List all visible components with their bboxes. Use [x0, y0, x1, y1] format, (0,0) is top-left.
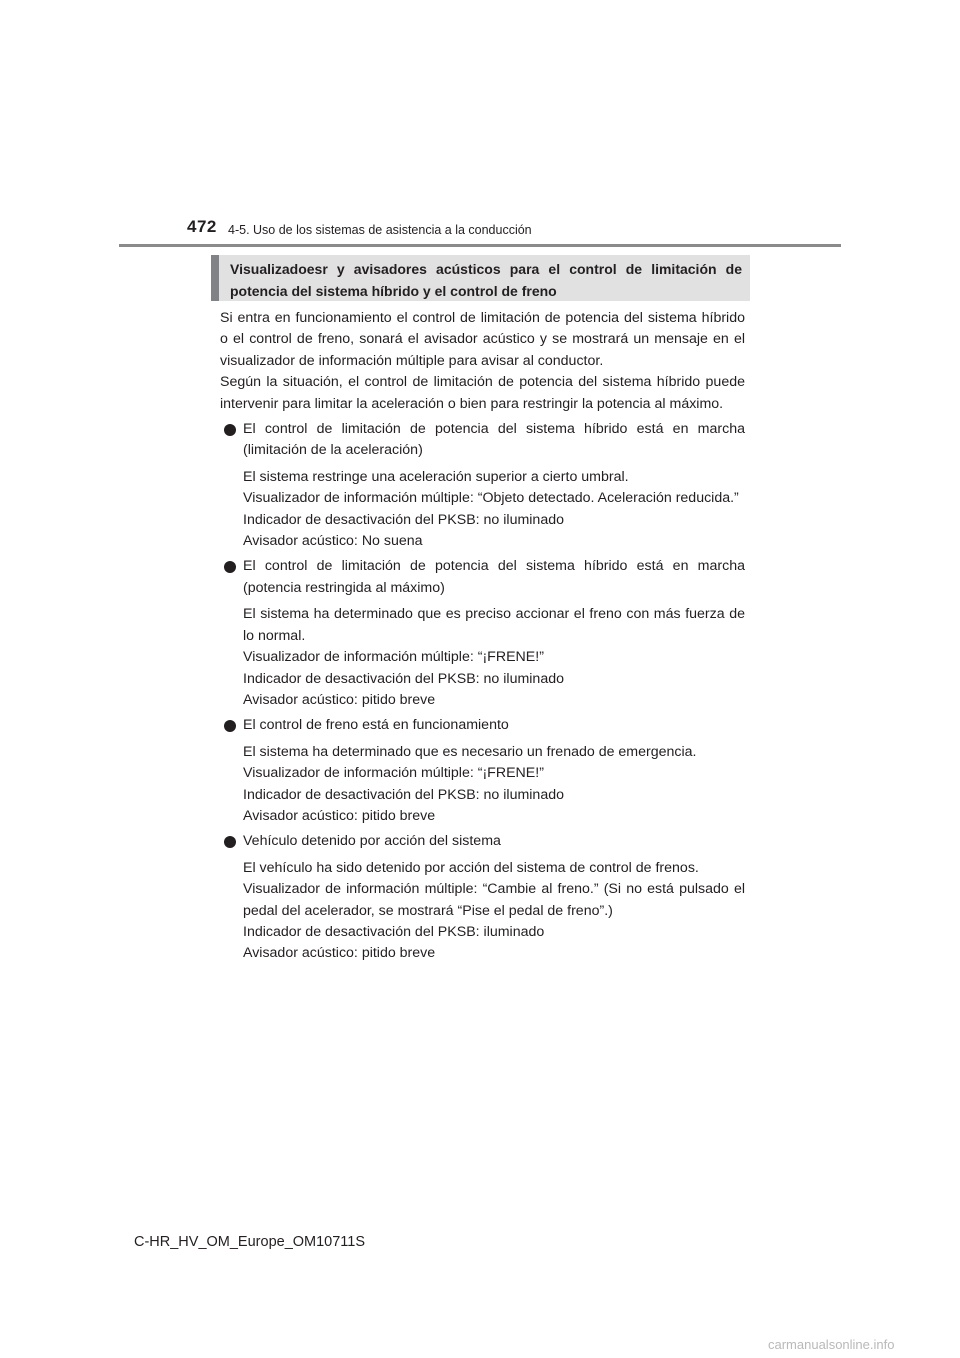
- detail-line: Visualizador de información múltiple: “¡FRENE!”: [243, 649, 544, 666]
- detail-line: Indicador de desactivación del PKSB: no iluminado: [243, 786, 564, 803]
- detail-line: Avisador acústico: No suena: [243, 533, 423, 550]
- watermark: carmanualsonline.info: [768, 1337, 895, 1352]
- detail-line: Indicador de desactivación del PKSB: no iluminado: [243, 670, 564, 687]
- bullet-item: [220, 556, 745, 599]
- detail-line: Indicador de desactivación del PKSB: iluminado: [243, 923, 545, 940]
- section-header: 4-5. Uso de los sistemas de asistencia a la conducción: [228, 223, 532, 237]
- page-number: 472: [187, 217, 217, 236]
- bullet-icon: [224, 561, 236, 573]
- intro-paragraph: Según la situación, el control de limitación de potencia del sistema híbrido puede intervenir para limitar la aceleración o bien para restringir la potencia al máximo.: [220, 374, 745, 412]
- detail-line: El sistema ha determinado que es preciso accionar el freno con más fuerza de lo normal.: [243, 606, 745, 644]
- detail-line: El vehículo ha sido detenido por acción del sistema de control de frenos.: [243, 859, 699, 876]
- detail-line: Visualizador de información múltiple: “Cambie al freno.” (Si no está pulsado el pedal del acelerador, se mostrará “Pise el pedal de freno”.): [243, 881, 745, 919]
- bullet-details: [220, 858, 745, 965]
- detail-line: El sistema ha determinado que es necesario un frenado de emergencia.: [243, 743, 697, 760]
- bullet-icon: [224, 836, 236, 848]
- detail-line: Indicador de desactivación del PKSB: no iluminado: [243, 511, 564, 528]
- bullet-icon: [224, 424, 236, 436]
- bullet-details: [220, 742, 745, 828]
- content: [220, 308, 745, 965]
- document-id: C-HR_HV_OM_Europe_OM10711S: [134, 1234, 366, 1250]
- section-heading: Visualizadoesr y avisadores acústicos para el control de limitación de potencia del sistema híbrido y el control de freno: [211, 255, 750, 301]
- intro-paragraph: Si entra en funcionamiento el control de limitación de potencia del sistema híbrido o el control de freno, sonará el avisador acústico y se mostrará un mensaje en el visualizador de información múltiple para avisar al conductor.: [220, 310, 745, 369]
- detail-line: Visualizador de información múltiple: “Objeto detectado. Aceleración reducida.”: [243, 490, 739, 507]
- bullet-item: [220, 831, 745, 852]
- bullet-details: [220, 467, 745, 553]
- bullet-icon: [224, 720, 236, 732]
- bullet-title: Vehículo detenido por acción del sistema: [243, 833, 501, 850]
- bullet-item: [220, 715, 745, 736]
- bullet-details: [220, 604, 745, 711]
- detail-line: Avisador acústico: pitido breve: [243, 807, 436, 824]
- bullet-title: El control de freno está en funcionamiento: [243, 717, 509, 734]
- detail-line: Avisador acústico: pitido breve: [243, 945, 436, 962]
- bullet-item: [220, 419, 745, 462]
- detail-line: El sistema restringe una aceleración superior a cierto umbral.: [243, 468, 629, 485]
- bullet-title: El control de limitación de potencia del sistema híbrido está en marcha (limitación de la aceleración): [243, 421, 745, 459]
- detail-line: Visualizador de información múltiple: “¡FRENE!”: [243, 765, 544, 782]
- detail-line: Avisador acústico: pitido breve: [243, 691, 436, 708]
- header-divider: [119, 244, 841, 247]
- bullet-title: El control de limitación de potencia del sistema híbrido está en marcha (potencia restringida al máximo): [243, 558, 745, 596]
